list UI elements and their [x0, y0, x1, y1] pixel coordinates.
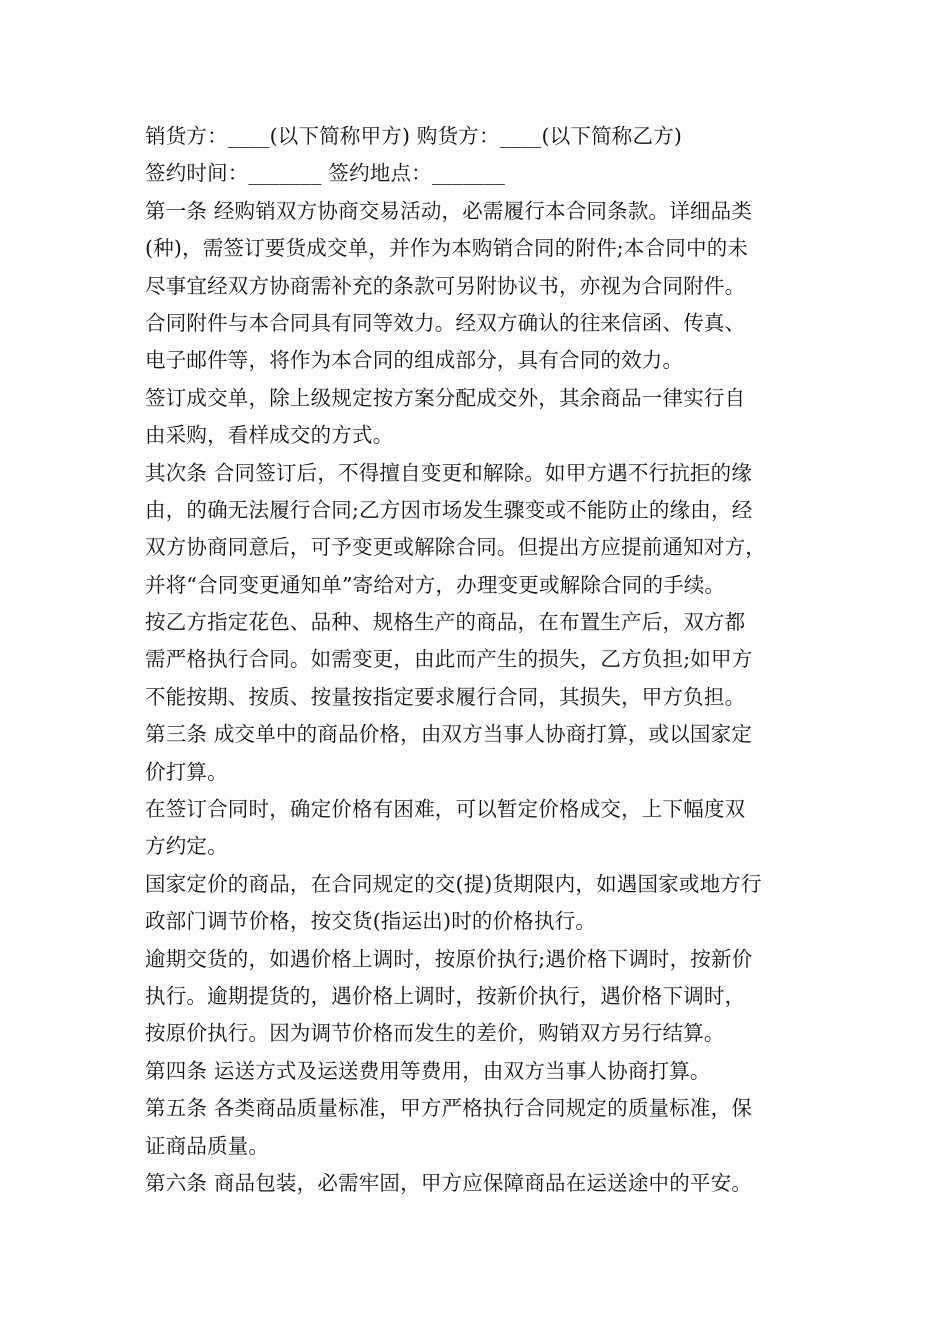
provisional-price-line-1: 在签订合同时，确定价格有困难，可以暂定价格成交，上下幅度双 — [145, 797, 746, 822]
article-2-line-4: 并将“合同变更通知单”寄给对方，办理变更或解除合同的手续。 — [145, 572, 726, 597]
signing-time-place-line: 签约时间：_______ 签约地点：_______ — [145, 161, 506, 186]
order-paragraph-line-2: 由采购，看样成交的方式。 — [145, 423, 394, 448]
article-2-line-2: 由，的确无法履行合同;乙方因市场发生骤变或不能防止的缘由，经 — [145, 497, 753, 522]
late-delivery-line-1: 逾期交货的，如遇价格上调时，按原价执行;遇价格下调时，按新价 — [145, 946, 753, 971]
state-price-line-2: 政部门调节价格，按交货(指运出)时的价格执行。 — [145, 909, 597, 934]
article-3-line-1: 第三条 成交单中的商品价格，由双方当事人协商打算，或以国家定 — [145, 722, 753, 747]
specification-paragraph-line-1: 按乙方指定花色、品种、规格生产的商品，在布置生产后，双方都 — [145, 610, 746, 635]
order-paragraph-line-1: 签订成交单，除上级规定按方案分配成交外，其余商品一律实行自 — [145, 385, 746, 410]
article-4-line: 第四条 运送方式及运送费用等费用，由双方当事人协商打算。 — [145, 1058, 711, 1083]
article-1-line-5: 电子邮件等，将作为本合同的组成部分，具有合同的效力。 — [145, 348, 684, 373]
article-5-line-2: 证商品质量。 — [145, 1133, 270, 1158]
late-delivery-line-3: 按原价执行。因为调节价格而发生的差价，购销双方另行结算。 — [145, 1021, 725, 1046]
contract-text — [145, 118, 815, 1202]
article-1-line-1: 第一条 经购销双方协商交易活动，必需履行本合同条款。详细品类 — [145, 198, 753, 223]
late-delivery-line-2: 执行。逾期提货的，遇价格上调时，按新价执行，遇价格下调时， — [145, 983, 746, 1008]
seller-buyer-line: 销货方：____(以下简称甲方) 购货方：____(以下简称乙方) — [145, 124, 683, 148]
specification-paragraph-line-2: 需严格执行合同。如需变更，由此而产生的损失，乙方负担;如甲方 — [145, 647, 753, 672]
provisional-price-line-2: 方约定。 — [145, 834, 228, 859]
article-1-line-3: 尽事宜经双方协商需补充的条款可另附协议书，亦视为合同附件。 — [145, 273, 746, 298]
article-2-line-3: 双方协商同意后，可予变更或解除合同。但提出方应提前通知对方， — [145, 535, 766, 560]
article-5-line-1: 第五条 各类商品质量标准，甲方严格执行合同规定的质量标准，保 — [145, 1096, 753, 1121]
article-6-line: 第六条 商品包装，必需牢固，甲方应保障商品在运送途中的平安。 — [145, 1170, 753, 1195]
article-1-line-4: 合同附件与本合同具有同等效力。经双方确认的往来信函、传真、 — [145, 310, 746, 335]
article-1-line-2: (种)，需签订要货成交单，并作为本购销合同的附件;本合同中的未 — [145, 236, 749, 261]
article-2-line-1: 其次条 合同签订后，不得擅自变更和解除。如甲方遇不行抗拒的缘 — [145, 460, 753, 485]
specification-paragraph-line-3: 不能按期、按质、按量按指定要求履行合同，其损失，甲方负担。 — [145, 684, 746, 709]
article-3-line-2: 价打算。 — [145, 759, 228, 784]
state-price-line-1: 国家定价的商品，在合同规定的交(提)货期限内，如遇国家或地方行 — [145, 871, 762, 896]
